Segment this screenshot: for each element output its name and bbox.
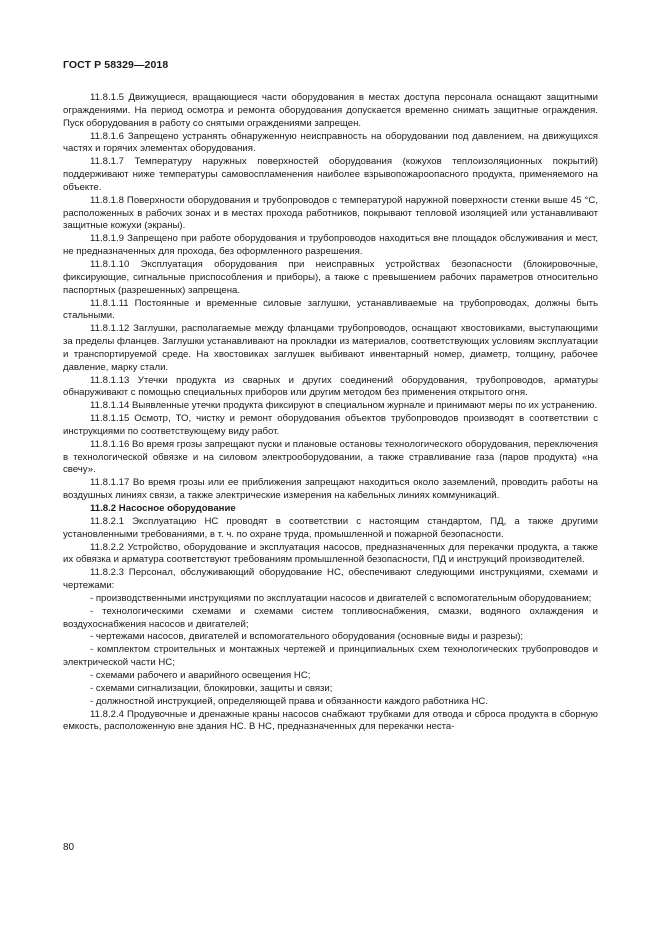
section-heading-11-8-2: 11.8.2 Насосное оборудование — [90, 503, 236, 514]
paragraph-11-8-2-1: 11.8.2.1 Эксплуатацию НС проводят в соответствии с настоящим стандартом, ПД, а также другими установленными требованиями, в т. ч. по охране труда, промышленной и пожарной безопасности. — [63, 515, 598, 540]
paragraph-11-8-1-17: 11.8.1.17 Во время грозы или ее приближения запрещают находиться около заземлений, проводить работы на воздушных линиях связи, а также электрические измерения на кабельных линиях коммуникаций. — [63, 477, 598, 502]
paragraph-11-8-1-10: 11.8.1.10 Эксплуатация оборудования при неисправных устройствах безопасности (блокировочные, фиксирующие, сигнальные приспособления и приборы), а также с превышением рабочих параметров относительно паспортных (разрешенных) запрещена. — [63, 258, 598, 296]
paragraph-11-8-2-2: 11.8.2.2 Устройство, оборудование и эксплуатация насосов, предназначенных для перекачки продукта, а также их обвязка и арматура соответствуют требованиям промышленной безопасности, ПД и инструкций производителей. — [63, 541, 598, 566]
list-item: - схемами сигнализации, блокировки, защиты и связи; — [90, 682, 333, 694]
paragraph-11-8-1-8: 11.8.1.8 Поверхности оборудования и трубопроводов с температурой наружной поверхности стенки выше 45 °C, расположенных в рабочих зонах и в местах прохода работников, покрывают тепловой изоляцией или устанавливают защитные кожухи (экраны). — [63, 194, 598, 232]
paragraph-11-8-2-3: 11.8.2.3 Персонал, обслуживающий оборудование НС, обеспечивают следующими инструкциями, схемами и чертежами: — [63, 567, 598, 592]
list-item: - технологическими схемами и схемами систем топливоснабжения, смазки, водяного охлаждения и воздухоснабжения насосов и двигателей; — [63, 605, 598, 630]
document-header: ГОСТ Р 58329—2018 — [63, 59, 169, 71]
paragraph-11-8-1-11: 11.8.1.11 Постоянные и временные силовые заглушки, устанавливаемые на трубопроводах, должны быть стальными. — [63, 297, 598, 322]
paragraph-11-8-1-9: 11.8.1.9 Запрещено при работе оборудования и трубопроводов находиться вне площадок обслуживания и мест, не предназначенных для прохода, без оформленного разрешения. — [63, 233, 598, 258]
list-item: - производственными инструкциями по эксплуатации насосов и двигателей с вспомогательным оборудованием; — [90, 592, 592, 604]
paragraph-11-8-1-12: 11.8.1.12 Заглушки, располагаемые между фланцами трубопроводов, оснащают хвостовиками, выступающими за пределы фланцев. Заглушки устанавливают на прокладки из материалов, соответствующих условиям эксплуатации и транспортируемой среде. На хвостовиках заглушек выбивают инвентарный номер, диаметр, толщину, рабочее давление, марку стали. — [63, 323, 598, 373]
list-item: - комплектом строительных и монтажных чертежей и принципиальных схем технологических трубопроводов и электрической части НС; — [63, 644, 598, 669]
paragraph-11-8-2-4: 11.8.2.4 Продувочные и дренажные краны насосов снабжают трубками для отвода и сброса продукта в сборную емкость, расположенную вне здания НС. В НС, предназначенных для перекачки неста- — [63, 708, 598, 733]
paragraph-11-8-1-15: 11.8.1.15 Осмотр, ТО, чистку и ремонт оборудования объектов трубопроводов производят в соответствии с инструкциями по соответствующему виду работ. — [63, 413, 598, 437]
paragraph-11-8-1-6: 11.8.1.6 Запрещено устранять обнаруженную неисправность на оборудовании под давлением, на движущихся частях и горячих элементах оборудования. — [63, 130, 598, 155]
page-number: 80 — [63, 842, 75, 853]
paragraph-11-8-1-16: 11.8.1.16 Во время грозы запрещают пуски и плановые остановы технологического оборудования, переключения в технологической обвязке и на силовом электрооборудовании, а также стравливание газа (паров продукта) «на свечу». — [63, 438, 598, 476]
paragraph-11-8-1-13: 11.8.1.13 Утечки продукта из сварных и других соединений оборудования, трубопроводов, арматуры обнаруживают с помощью специальных приборов или другим методом без применения открытого огня. — [63, 374, 598, 399]
paragraph-11-8-1-5: 11.8.1.5 Движущиеся, вращающиеся части оборудования в местах доступа персонала оснащают защитными ограждениями. На период осмотра и ремонта оборудования допускается временно снимать защитные ограждения. Пуск оборудования в работу со снятыми ограждениями запрещен. — [63, 92, 598, 129]
list-item: - чертежами насосов, двигателей и вспомогательного оборудования (основные виды и разрезы); — [90, 631, 524, 643]
list-item: - должностной инструкцией, определяющей права и обязанности каждого работника НС. — [90, 695, 489, 707]
paragraph-11-8-1-14: 11.8.1.14 Выявленные утечки продукта фиксируют в специальном журнале и принимают меры по их устранению. — [90, 400, 598, 412]
list-item: - схемами рабочего и аварийного освещения НС; — [90, 669, 311, 681]
paragraph-11-8-1-7: 11.8.1.7 Температуру наружных поверхностей оборудования (кожухов теплоизоляционных покрытий) поддерживают ниже температуры самовоспламенения наиболее взрывопожароопасного продукта, применяемого на объекте. — [63, 156, 598, 193]
document-body — [63, 92, 598, 734]
